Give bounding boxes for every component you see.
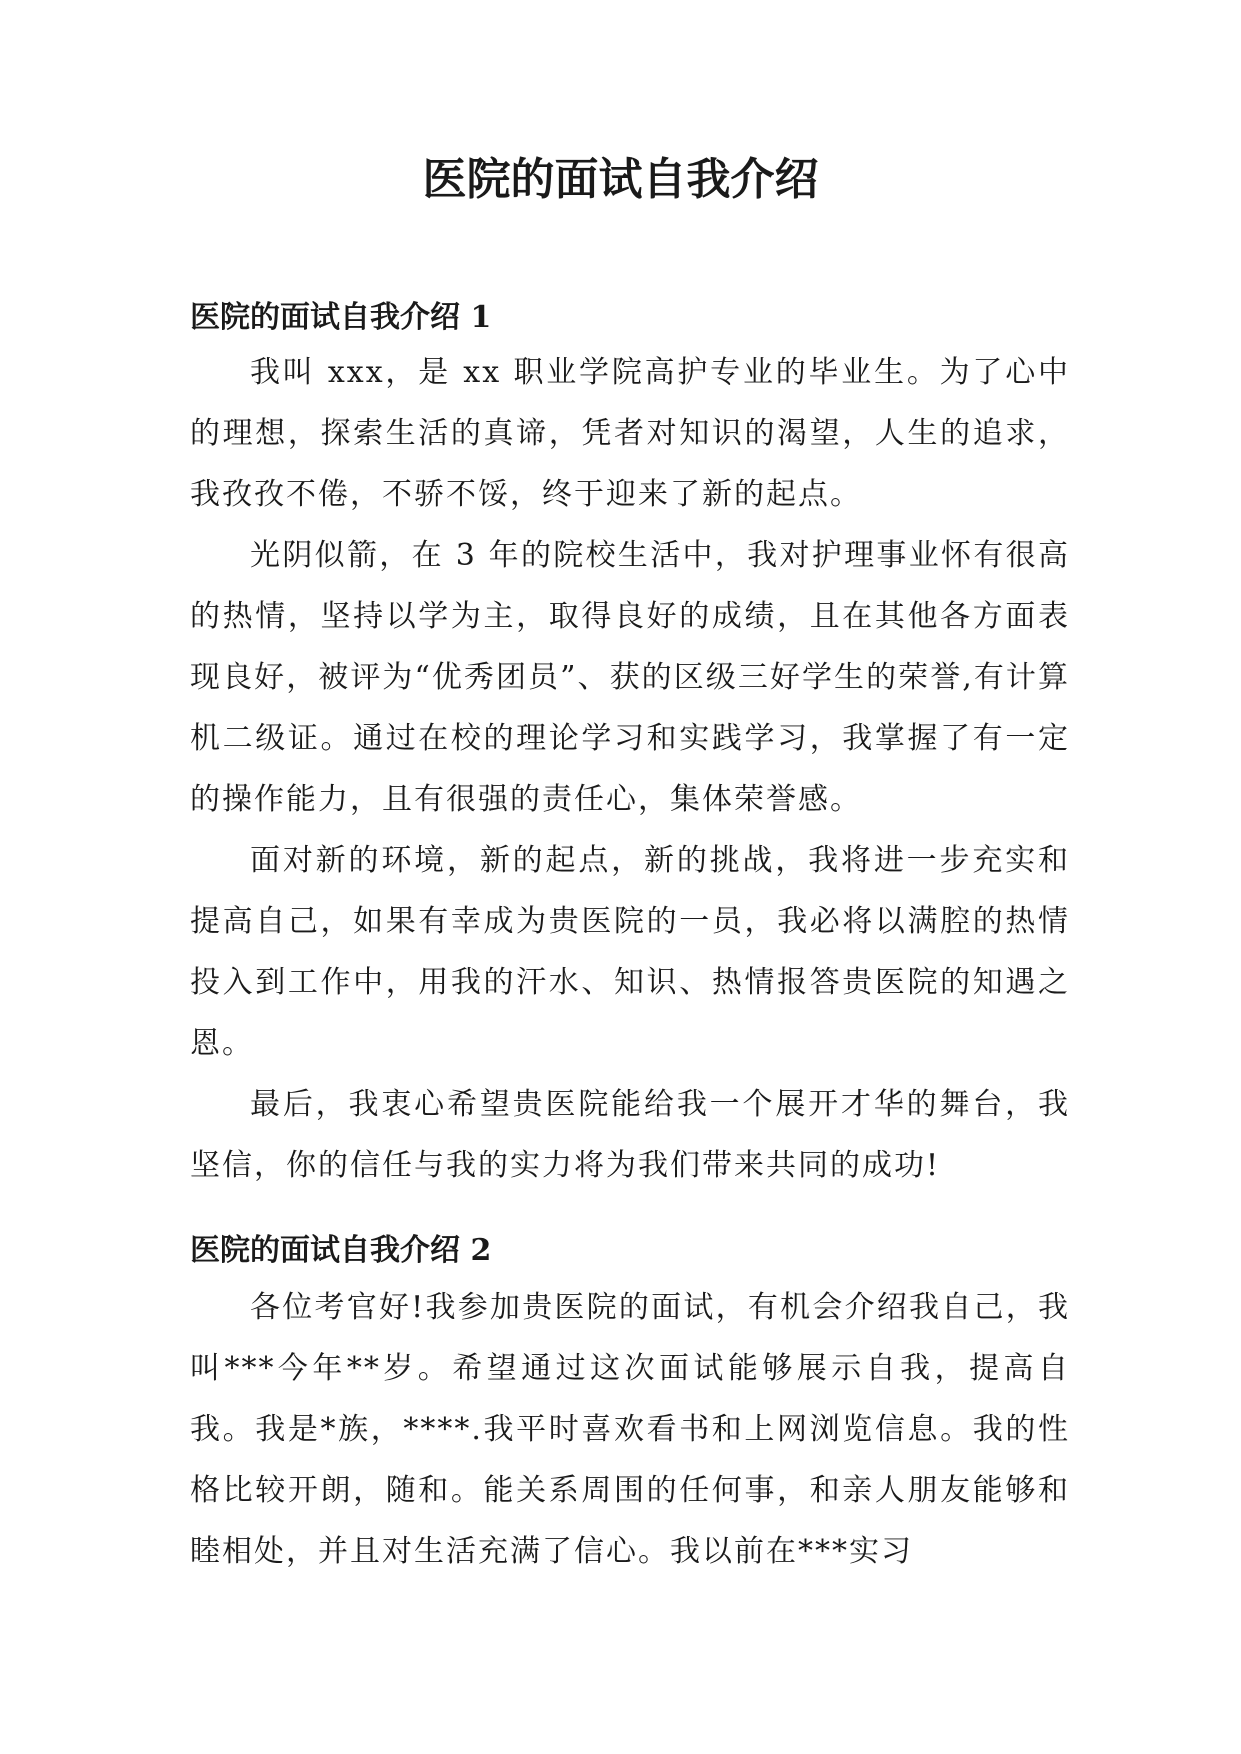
- section-body-1: [190, 342, 1070, 1196]
- paragraph: 各位考官好!我参加贵医院的面试，有机会介绍我自己，我叫***今年**岁。希望通过这次面试能够展示自我，提高自我。我是*族，****.我平时喜欢看书和上网浏览信息。我的性格比较开朗，随和。能关系周围的任何事，和亲人朋友能够和睦相处，并且对生活充满了信心。我以前在***实习: [190, 1290, 1070, 1569]
- paragraph: 我叫 xxx，是 xx 职业学院高护专业的毕业生。为了心中的理想，探索生活的真谛，凭者对知识的渴望，人生的追求，我孜孜不倦，不骄不馁，终于迎来了新的起点。: [190, 355, 1070, 512]
- paragraph: 光阴似箭，在 3 年的院校生活中，我对护理事业怀有很高的热情，坚持以学为主，取得良好的成绩，且在其他各方面表现良好，被评为“优秀团员”、获的区级三好学生的荣誉,有计算机二级证。通过在校的理论学习和实践学习，我掌握了有一定的操作能力，且有很强的责任心，集体荣誉感。: [190, 538, 1070, 817]
- section-heading-2: 医院的面试自我介绍 2: [190, 1233, 492, 1268]
- section-body-2: [190, 1277, 1070, 1582]
- paragraph: 最后，我衷心希望贵医院能给我一个展开才华的舞台，我坚信，你的信任与我的实力将为我们带来共同的成功!: [190, 1087, 1070, 1183]
- section-heading-1: 医院的面试自我介绍 1: [190, 300, 492, 335]
- document-title: 医院的面试自我介绍: [422, 154, 819, 205]
- paragraph: 面对新的环境，新的起点，新的挑战，我将进一步充实和提高自己，如果有幸成为贵医院的一员，我必将以满腔的热情投入到工作中，用我的汗水、知识、热情报答贵医院的知遇之恩。: [190, 843, 1070, 1061]
